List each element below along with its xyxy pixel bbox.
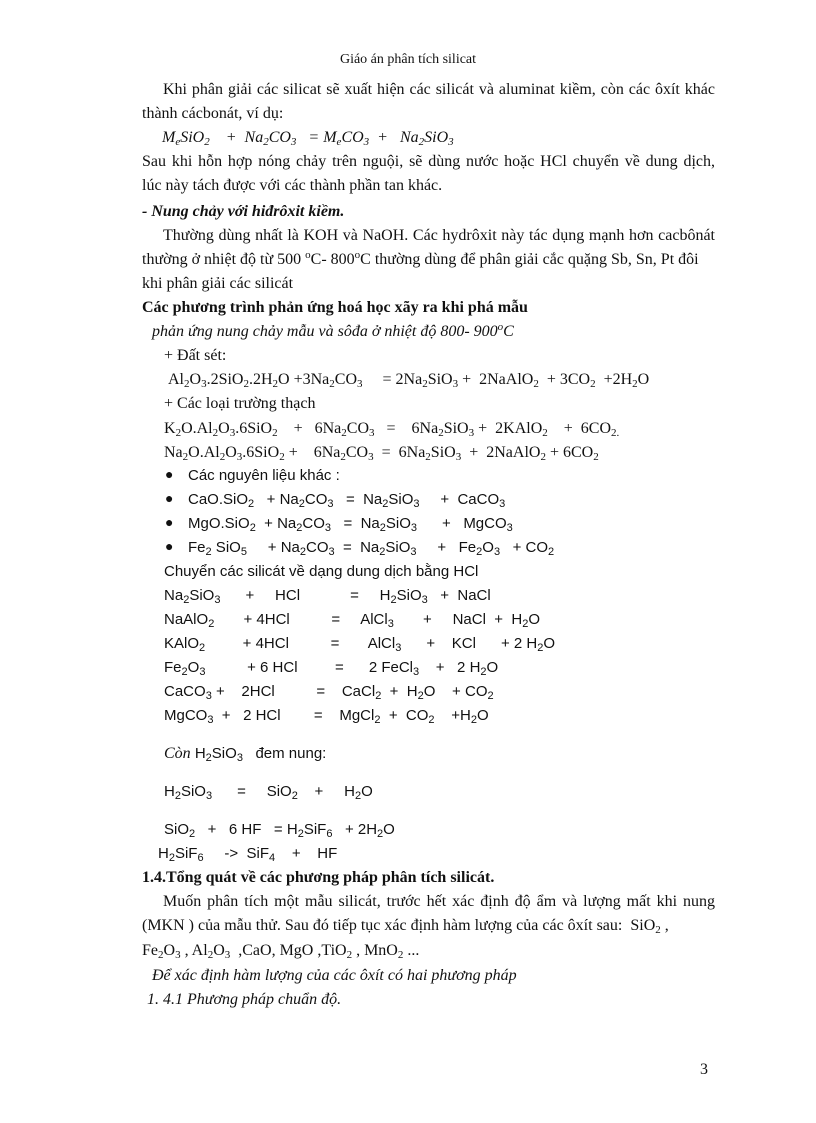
reaction-row: MgCO$_3$ + 2 HCl = MgCl$_2$ + $CO_2$ $+H_2O$ bbox=[164, 707, 489, 726]
text-span: (MKN ) của mẫu thử. Sau đó tiếp tục xác định hàm lượng của các ôxít sau: bbox=[142, 917, 623, 934]
text-span: đem nung: bbox=[255, 745, 327, 762]
label-dat-set: + Đất sét: bbox=[164, 347, 227, 364]
list-item: $CaO.SiO_2 + Na_2CO_3 = Na_2SiO_3$ + CaCO$_3$ bbox=[188, 491, 506, 510]
equation: $Al_2O_3.2SiO_2.2H_2O +3Na_2CO_3$ = $2Na_2SiO_3$ + 2NaAlO$_2$ + $3CO_2 +2H_2O$ bbox=[168, 371, 650, 390]
reaction-row: KAlO$_2$ + 4HCl = AlCl$_3$ + KCl + 2 $H_2O$ bbox=[164, 635, 556, 654]
bullet-icon: ● bbox=[165, 540, 174, 555]
paragraph-line: Thường dùng nhất là KOH và NaOH. Các hydrôxit này tác dụng mạnh hơn cacbônát bbox=[163, 227, 715, 244]
reaction-row: $Fe_2O_3$ + 6 HCl = 2 FeCl$_3$ + 2 $H_2O$ bbox=[164, 659, 499, 678]
section-heading: Các phương trình phản ứng hoá học xãy ra khi phá mẫu bbox=[142, 299, 528, 316]
subsection-heading: 1. 4.1 Phương pháp chuẩn độ. bbox=[147, 991, 342, 1008]
equation: SiO$_2$ + 6 HF = $H_2SiF_6 + 2H_2O$ bbox=[164, 821, 395, 840]
section-heading: - Nung chảy với hiđrôxit kiềm. bbox=[142, 203, 345, 220]
paragraph-line: Còn $H_2SiO_3$ đem nung: bbox=[164, 745, 327, 764]
list-item: $Fe_2$ SiO$_5$ + $Na_2CO_3 = Na_2SiO_3$ + $Fe_2O_3 + CO_2$ bbox=[188, 539, 555, 558]
equation: $H_2SiO_3$ = SiO$_2$ + $H_2O$ bbox=[164, 783, 373, 802]
paragraph-line: Muốn phân tích một mẫu silicát, trước hết xác định độ ẩm và lượng mất khi nung bbox=[163, 893, 715, 910]
reaction-row: $Na_2SiO_3$ + HCl = $H_2SiO_3$ + NaCl bbox=[164, 587, 491, 606]
paragraph-line: Để xác định hàm lượng của các ôxít có hai phương pháp bbox=[152, 967, 517, 984]
paragraph-line: khi phân giải các silicát bbox=[142, 275, 294, 292]
text-span: C thường dùng để phân giải cắc quặng Sb, Sn, Pt đôi bbox=[360, 251, 699, 268]
bullet-icon: ● bbox=[165, 468, 174, 483]
equation: $K_2O.Al_2O_3.6SiO_2$ + $6Na_2CO_3$ = $6Na_2SiO_3$ + 2KAlO$_2$ + $6CO_{2.}$ bbox=[164, 420, 620, 439]
reaction-row: CaCO$_3$ + 2HCl = CaCl$_2$ + $H_2O$ + $CO_2$ bbox=[164, 683, 494, 702]
paragraph-line: Khi phân giải các silicat sẽ xuất hiện các silicát và aluminat kiềm, còn các ôxít khác bbox=[163, 81, 715, 98]
text-span: thường ở nhiệt độ từ 500 bbox=[142, 251, 306, 268]
bullet-icon: ● bbox=[165, 516, 174, 531]
text-span: C bbox=[503, 323, 514, 340]
text-span: phản ứng nung chảy mẫu và sôđa ở nhiệt độ 800- 900 bbox=[152, 323, 498, 340]
list-item: $MgO.SiO_2 + Na_2CO_3 = Na_2SiO_3$ + MgCO$_3$ bbox=[188, 515, 513, 534]
bullet-icon: ● bbox=[165, 492, 174, 507]
reaction-row: NaAlO$_2$ + 4HCl = AlCl$_3$ + NaCl + $H_2O$ bbox=[164, 611, 540, 630]
equation: $M_eSiO_2$ + $Na_2CO_3 = M_eCO_3 + Na_2SiO_3$ bbox=[162, 129, 454, 148]
paragraph-line: $Fe_2O_3$ , $Al_2O_3$ ,CaO, MgO ,TiO$_2$ , MnO$_2$ ... bbox=[142, 942, 420, 961]
list-item: Các nguyên liệu khác : bbox=[188, 467, 340, 484]
paragraph-line: lúc này tách được với các thành phần tan khác. bbox=[142, 177, 443, 194]
section-heading: 1.4.Tổng quát về các phương pháp phân tích silicát. bbox=[142, 869, 495, 886]
text-span: Còn bbox=[164, 745, 191, 762]
subheading: phản ứng nung chảy mẫu và sôđa ở nhiệt độ 800- 900$^o$C bbox=[152, 321, 514, 340]
label-truong-thach: + Các loại trường thạch bbox=[164, 395, 316, 412]
paragraph-line: thành cácbonát, ví dụ: bbox=[142, 105, 284, 122]
paragraph-line: Sau khi hỗn hợp nóng chảy trên nguội, sẽ dùng nước hoặc HCl chuyển về dung dịch, bbox=[142, 153, 715, 170]
paragraph-line: thường ở nhiệt độ từ 500 $^o$C- 800$^o$C thường dùng để phân giải cắc quặng Sb, Sn, Pt đôi bbox=[142, 249, 699, 268]
paragraph-line: Chuyển các silicát về dạng dung dịch bằng HCl bbox=[164, 563, 479, 580]
paragraph-line: (MKN ) của mẫu thử. Sau đó tiếp tục xác định hàm lượng của các ôxít sau: SiO$_2$ , bbox=[142, 917, 669, 936]
page-header: Giáo án phân tích silicat bbox=[339, 52, 477, 67]
equation: $H_2SiF_6$ -> SiF$_4$ + HF bbox=[158, 845, 338, 864]
text-span: C- 800 bbox=[310, 251, 355, 268]
equation: $Na_2O.Al_2O_3.6SiO_2$ + $6Na_2CO_3 = 6Na_2SiO_3$ + 2NaAlO$_2$ + $6CO_2$ bbox=[164, 444, 599, 463]
page-number: 3 bbox=[700, 1061, 708, 1078]
